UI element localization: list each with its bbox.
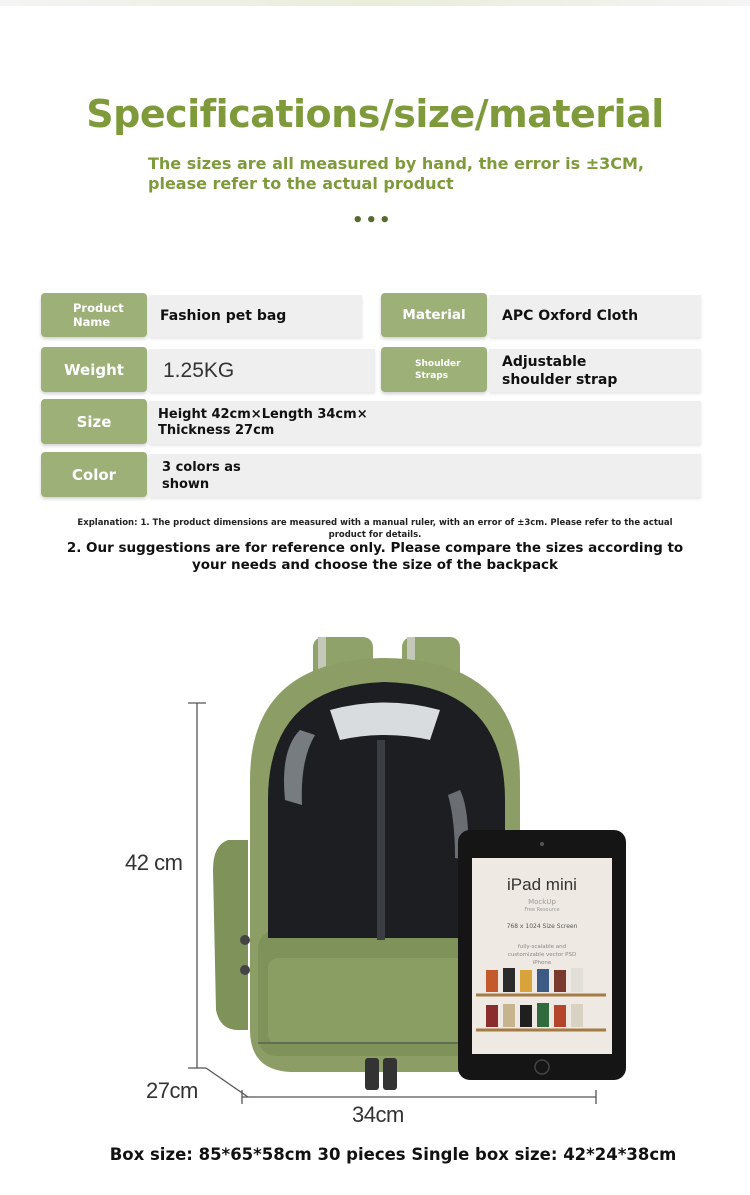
thickness-dimension-label: 27cm — [146, 1078, 198, 1103]
label-material — [381, 293, 487, 337]
tablet-desc: fully-scalable and customizable vector PSD iPhone — [507, 944, 577, 966]
tablet-mockup: MockUp — [528, 898, 556, 906]
label-color-text: Color — [71, 465, 117, 484]
length-dimension-label: 34cm — [352, 1102, 404, 1127]
label-size — [41, 399, 147, 444]
label-weight-text: Weight — [64, 360, 124, 379]
label-material-text: Material — [402, 307, 466, 323]
measurement-note: The sizes are all measured by hand, the error is ±3CM, please refer to the actual product — [148, 154, 644, 193]
value-color — [149, 454, 701, 497]
value-color-text: 3 colors as shown — [162, 459, 241, 492]
value-size-text: Height 42cm×Length 34cm× Thickness 27cm — [158, 406, 368, 438]
label-product-name-text: Product Name — [73, 301, 124, 329]
value-weight-text: 1.25KG — [163, 358, 235, 382]
value-shoulder-straps-text: Adjustable shoulder strap — [502, 353, 618, 388]
value-weight — [149, 349, 375, 392]
product-illustration — [0, 600, 750, 1130]
label-weight — [41, 347, 147, 392]
top-decor-strip — [0, 0, 750, 6]
label-size-text: Size — [76, 412, 112, 431]
value-material-text: APC Oxford Cloth — [502, 308, 639, 324]
box-size-info: Box size: 85*65*58cm 30 pieces Single box size: 42*24*38cm — [109, 1145, 677, 1164]
label-shoulder-straps-text: Shoulder Straps — [415, 358, 461, 381]
explanation-note: Explanation: 1. The product dimensions are measured with a manual ruler, with an error of ±3cm. Please refer to the actual product for details. — [77, 518, 673, 540]
height-dimension-label: 42 cm — [125, 850, 183, 875]
label-shoulder-straps — [381, 347, 487, 392]
value-product-name — [149, 295, 362, 337]
suggestion-note: 2. Our suggestions are for reference only. Please compare the sizes according to your needs and choose the size of the backpack — [66, 540, 684, 573]
value-material — [489, 295, 701, 337]
tablet-resolution: 768 x 1024 Size Screen — [506, 923, 578, 930]
value-shoulder-straps — [489, 349, 701, 392]
ellipsis-dots: ••• — [352, 210, 393, 231]
tablet-free: Free Resource — [524, 907, 560, 913]
value-product-name-text: Fashion pet bag — [160, 308, 287, 324]
page-title: Specifications/size/material — [86, 92, 664, 136]
tablet-brand: iPad mini — [507, 875, 577, 894]
label-product-name — [41, 293, 147, 337]
value-size — [149, 401, 701, 444]
backpack-svg — [0, 600, 750, 1130]
label-color — [41, 452, 147, 497]
